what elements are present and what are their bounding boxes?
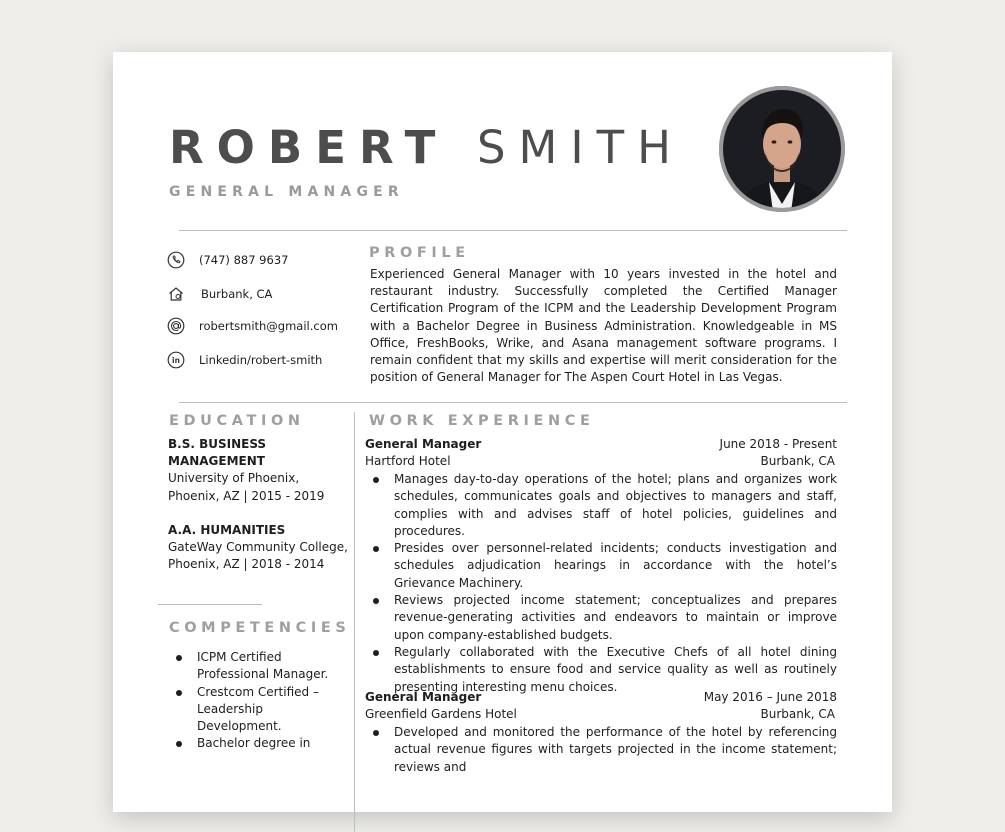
- column-divider: [354, 412, 355, 832]
- education-institution: University of Phoenix, Phoenix, AZ | 2015 - 2019: [168, 471, 325, 503]
- profile-heading: PROFILE: [369, 245, 470, 261]
- profile-photo: [719, 86, 845, 212]
- profile-summary: Experienced General Manager with 10 years invested in the hotel and restaurant industry. Successfully completed the Certified Manager Certification Program of the ICPM and the Leadership Development Program with a Bachelor Degree in Business Administration. Knowledgeable in MS Office, FreshBooks, Wrike, and Asana management software programs. I remain confident that my skills and expertise will merit consideration for the position of General Manager for The Aspen Court Hotel in Las Vegas.: [370, 267, 837, 385]
- candidate-name: [169, 122, 684, 174]
- education-item: [168, 436, 348, 505]
- education-divider: [158, 604, 262, 605]
- list-item: Reviews projected income statement; conceptualizes and prepares revenue-generating activities and endeavors to maintain or improve upon company-established budgets.: [366, 592, 837, 644]
- list-item: ICPM Certified Professional Manager.: [169, 649, 349, 684]
- home-location-icon: [167, 285, 185, 303]
- competencies-heading: COMPETENCIES: [169, 620, 351, 636]
- contact-linkedin-text: Linkedin/robert-smith: [199, 353, 323, 367]
- work-experience-heading: WORK EXPERIENCE: [369, 413, 595, 429]
- list-item: Developed and monitored the performance of the hotel by referencing actual revenue figures with targets projected in the income statement; reviews and: [366, 724, 837, 776]
- list-item: Manages day-to-day operations of the hotel; plans and organizes work schedules, communicates goals and objectives to managers and staff, complies with and advises staff of hotel policies, guidelines and procedures.: [366, 471, 837, 540]
- portrait-image: [719, 86, 845, 212]
- first-name: ROBERT: [169, 121, 449, 174]
- job-header: [365, 689, 837, 724]
- phone-icon: [167, 251, 185, 269]
- contact-phone: [167, 250, 288, 270]
- svg-text:in: in: [172, 356, 180, 365]
- header-divider: [179, 230, 847, 231]
- job-role: General Manager: [365, 690, 482, 704]
- section-divider: [179, 402, 847, 403]
- job-company: Hartford Hotel: [365, 454, 451, 469]
- at-sign-icon: [167, 317, 185, 335]
- list-item: Crestcom Certified – Leadership Development.: [169, 684, 349, 736]
- job-dates: June 2018 - Present: [719, 437, 837, 451]
- contact-location: [167, 284, 272, 304]
- education-degree: A.A. HUMANITIES: [168, 523, 286, 537]
- list-item: Bachelor degree in: [169, 735, 349, 752]
- competencies-list: [169, 649, 349, 753]
- job-header: [365, 436, 837, 471]
- education-heading: EDUCATION: [169, 413, 305, 429]
- list-item: Presides over personnel-related incidents; conducts investigation and schedules adjudication hearings in accordance with the hotel’s Grievance Machinery.: [366, 540, 837, 592]
- education-item: [168, 522, 348, 574]
- last-name: SMITH: [476, 121, 684, 174]
- list-item: Regularly collaborated with the Executive Chefs of all hotel dining establishments to ensure food and service quality as well as routinely presenting interesting menu choices.: [366, 644, 837, 696]
- education-institution: GateWay Community College, Phoenix, AZ | 2018 - 2014: [168, 540, 348, 572]
- job-bullet-list: [366, 471, 837, 696]
- job-location: Burbank, CA: [760, 454, 835, 469]
- job-location: Burbank, CA: [760, 707, 835, 722]
- resume-page: [113, 52, 892, 812]
- job-role: General Manager: [365, 437, 482, 451]
- job-title: GENERAL MANAGER: [169, 184, 404, 200]
- linkedin-icon: [167, 351, 185, 369]
- job-bullet-list: [366, 724, 837, 776]
- job-dates: May 2016 – June 2018: [703, 690, 837, 704]
- contact-phone-text: (747) 887 9637: [199, 253, 289, 267]
- contact-email-text: robertsmith@gmail.com: [199, 319, 338, 333]
- contact-email: [167, 316, 338, 336]
- job-company: Greenfield Gardens Hotel: [365, 707, 517, 722]
- education-degree: B.S. BUSINESS MANAGEMENT: [168, 437, 267, 469]
- contact-linkedin: [167, 350, 322, 370]
- contact-location-text: Burbank, CA: [201, 287, 273, 301]
